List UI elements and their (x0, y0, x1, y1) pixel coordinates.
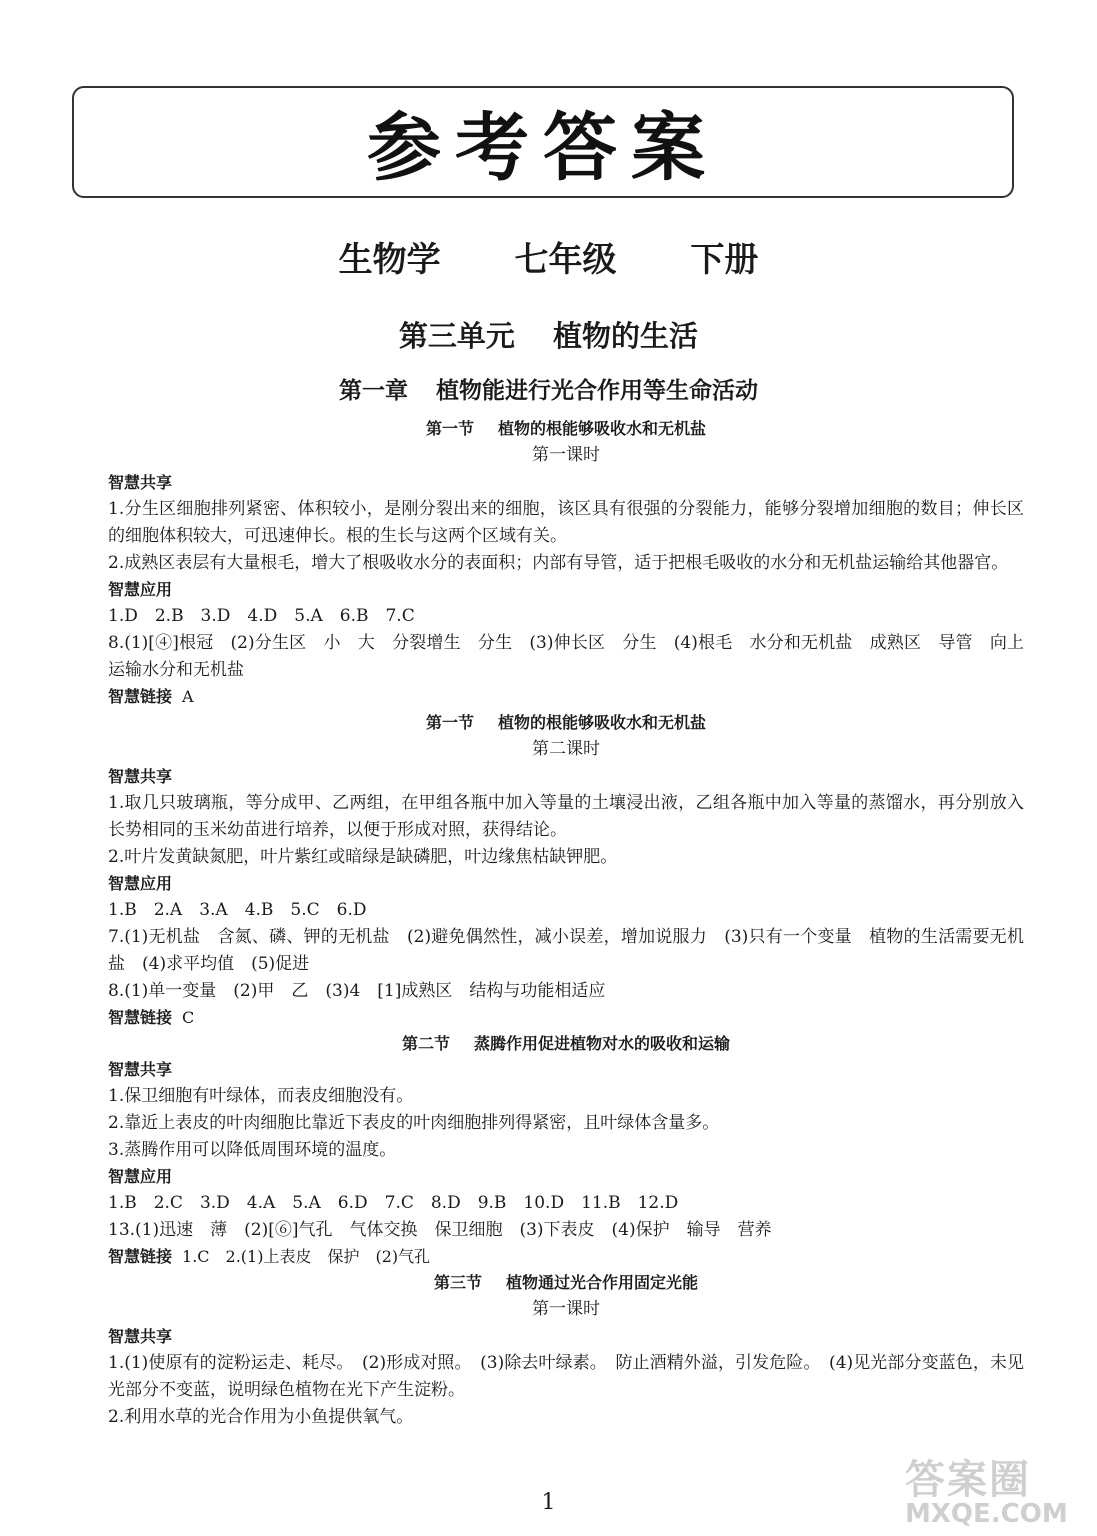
section-title: 植物的根能够吸收水和无机盐 (498, 713, 707, 732)
page-number: 1 (541, 1490, 556, 1515)
answer-line: 3.蒸腾作用可以降低周围环境的温度。 (108, 1140, 397, 1160)
subsection-label: 智慧应用 (108, 1167, 173, 1186)
subsection-heading (108, 577, 1024, 603)
subsection-label: 智慧共享 (108, 1327, 173, 1346)
section-title: 植物通过光合作用固定光能 (506, 1273, 699, 1292)
answer-line: 1.B 2.A 3.A 4.B 5.C 6.D (108, 900, 367, 920)
subsection-heading (108, 470, 1024, 496)
subject-name: 生物学 (338, 240, 441, 280)
subsection-heading (108, 684, 1024, 710)
lesson-label: 第一课时 (532, 1299, 600, 1319)
watermark-logo (905, 1448, 1085, 1528)
unit-title: 植物的生活 (553, 319, 699, 353)
subsection-heading (108, 1164, 1024, 1190)
section-heading (108, 1270, 1024, 1296)
chapter-heading (0, 372, 1097, 405)
answer-line: 2.靠近上表皮的叶肉细胞比靠近下表皮的叶肉细胞排列得紧密，且叶绿体含量多。 (108, 1113, 720, 1133)
answer-line: 8.(1)单一变量 (2)甲 乙 (3)4 [1]成熟区 结构与功能相适应 (108, 981, 606, 1001)
answer-paragraph: 2.叶片发黄缺氮肥，叶片紫红或暗绿是缺磷肥，叶边缘焦枯缺钾肥。 (108, 847, 618, 867)
subsection-label: 智慧共享 (108, 767, 173, 786)
answer-paragraph: 7.(1)无机盐 含氮、磷、钾的无机盐 (2)避免偶然性，减小误差，增加说服力 (3)只有一个变量 植物的生活需要无机盐 (4)求平均值 (5)促进 (108, 927, 1024, 974)
subsection-heading (108, 1057, 1024, 1083)
answer-line: 1.B 2.C 3.D 4.A 5.A 6.D 7.C 8.D 9.B 10.D 11.B 12.D (108, 1193, 679, 1213)
title-box (72, 86, 1014, 198)
section-heading (108, 416, 1024, 442)
subsection-label: 智慧共享 (108, 1060, 173, 1079)
section-number: 第二节 (401, 1034, 450, 1053)
subsection-heading (108, 1005, 1024, 1031)
section-title: 蒸腾作用促进植物对水的吸收和运输 (474, 1034, 731, 1053)
subsection-answer: A (182, 687, 194, 706)
answer-paragraph: 1.分生区细胞排列紧密、体积较小，是刚分裂出来的细胞，该区具有很强的分裂能力，能够分裂增加细胞的数目；伸长区的细胞体积较大，可迅速伸长。根的生长与这两个区域有关。 (108, 499, 1024, 546)
subsection-label: 智慧共享 (108, 473, 173, 492)
section-title: 植物的根能够吸收水和无机盐 (498, 419, 707, 438)
subsection-label: 智慧链接 (108, 687, 173, 706)
answer-line: 1.保卫细胞有叶绿体，而表皮细胞没有。 (108, 1086, 414, 1106)
section-heading (108, 710, 1024, 736)
answer-paragraph: 1.(1)使原有的淀粉运走、耗尽。 (2)形成对照。 (3)除去叶绿素。 防止酒精外溢，引发危险。 (4)见光部分变蓝色，未见光部分不变蓝，说明绿色植物在光下产生淀粉。 (108, 1353, 1024, 1400)
subsection-label: 智慧链接 (108, 1008, 173, 1027)
answer-line: 2.利用水草的光合作用为小鱼提供氧气。 (108, 1407, 414, 1427)
subject-heading (0, 232, 1097, 281)
section-number: 第三节 (433, 1273, 482, 1292)
watermark-text: 答案圈 (905, 1457, 1031, 1503)
subsection-label: 智慧应用 (108, 874, 173, 893)
answer-paragraph: 2.成熟区表层有大量根毛，增大了根吸收水分的表面积；内部有导管，适于把根毛吸收的水分和无机盐运输给其他器官。 (108, 553, 1009, 573)
watermark-url: MXQE.COM (905, 1499, 1068, 1529)
lesson-label: 第一课时 (532, 445, 600, 465)
subject-volume: 下册 (690, 240, 759, 280)
subsection-heading (108, 764, 1024, 790)
section-number: 第一节 (425, 713, 474, 732)
subject-grade: 七年级 (514, 240, 617, 280)
subsection-heading (108, 1244, 1024, 1270)
lesson-label: 第二课时 (532, 739, 600, 759)
unit-heading (0, 314, 1097, 355)
subsection-heading (108, 871, 1024, 897)
answer-line: 1.D 2.B 3.D 4.D 5.A 6.B 7.C (108, 606, 415, 626)
subsection-answer: 1.C 2.(1)上表皮 保护 (2)气孔 (182, 1247, 431, 1266)
subsection-heading (108, 1324, 1024, 1350)
section-number: 第一节 (425, 419, 474, 438)
subsection-label: 智慧应用 (108, 580, 173, 599)
answer-content (108, 416, 1024, 1431)
section-heading (108, 1031, 1024, 1057)
subsection-answer: C (182, 1008, 195, 1027)
unit-number: 第三单元 (398, 319, 515, 353)
answer-line: 13.(1)迅速 薄 (2)[⑥]气孔 气体交换 保卫细胞 (3)下表皮 (4)保护 输导 营养 (108, 1220, 772, 1240)
chapter-number: 第一章 (338, 378, 408, 404)
answer-paragraph: 8.(1)[④]根冠 (2)分生区 小 大 分裂增生 分生 (3)伸长区 分生 (4)根毛 水分和无机盐 成熟区 导管 向上运输水分和无机盐 (108, 633, 1024, 680)
answer-paragraph: 1.取几只玻璃瓶，等分成甲、乙两组，在甲组各瓶中加入等量的土壤浸出液，乙组各瓶中加入等量的蒸馏水，再分别放入长势相同的玉米幼苗进行培养，以便于形成对照，获得结论。 (108, 793, 1024, 840)
page-title: 参考答案 (367, 105, 719, 191)
chapter-title: 植物能进行光合作用等生命活动 (436, 378, 758, 404)
subsection-label: 智慧链接 (108, 1247, 173, 1266)
